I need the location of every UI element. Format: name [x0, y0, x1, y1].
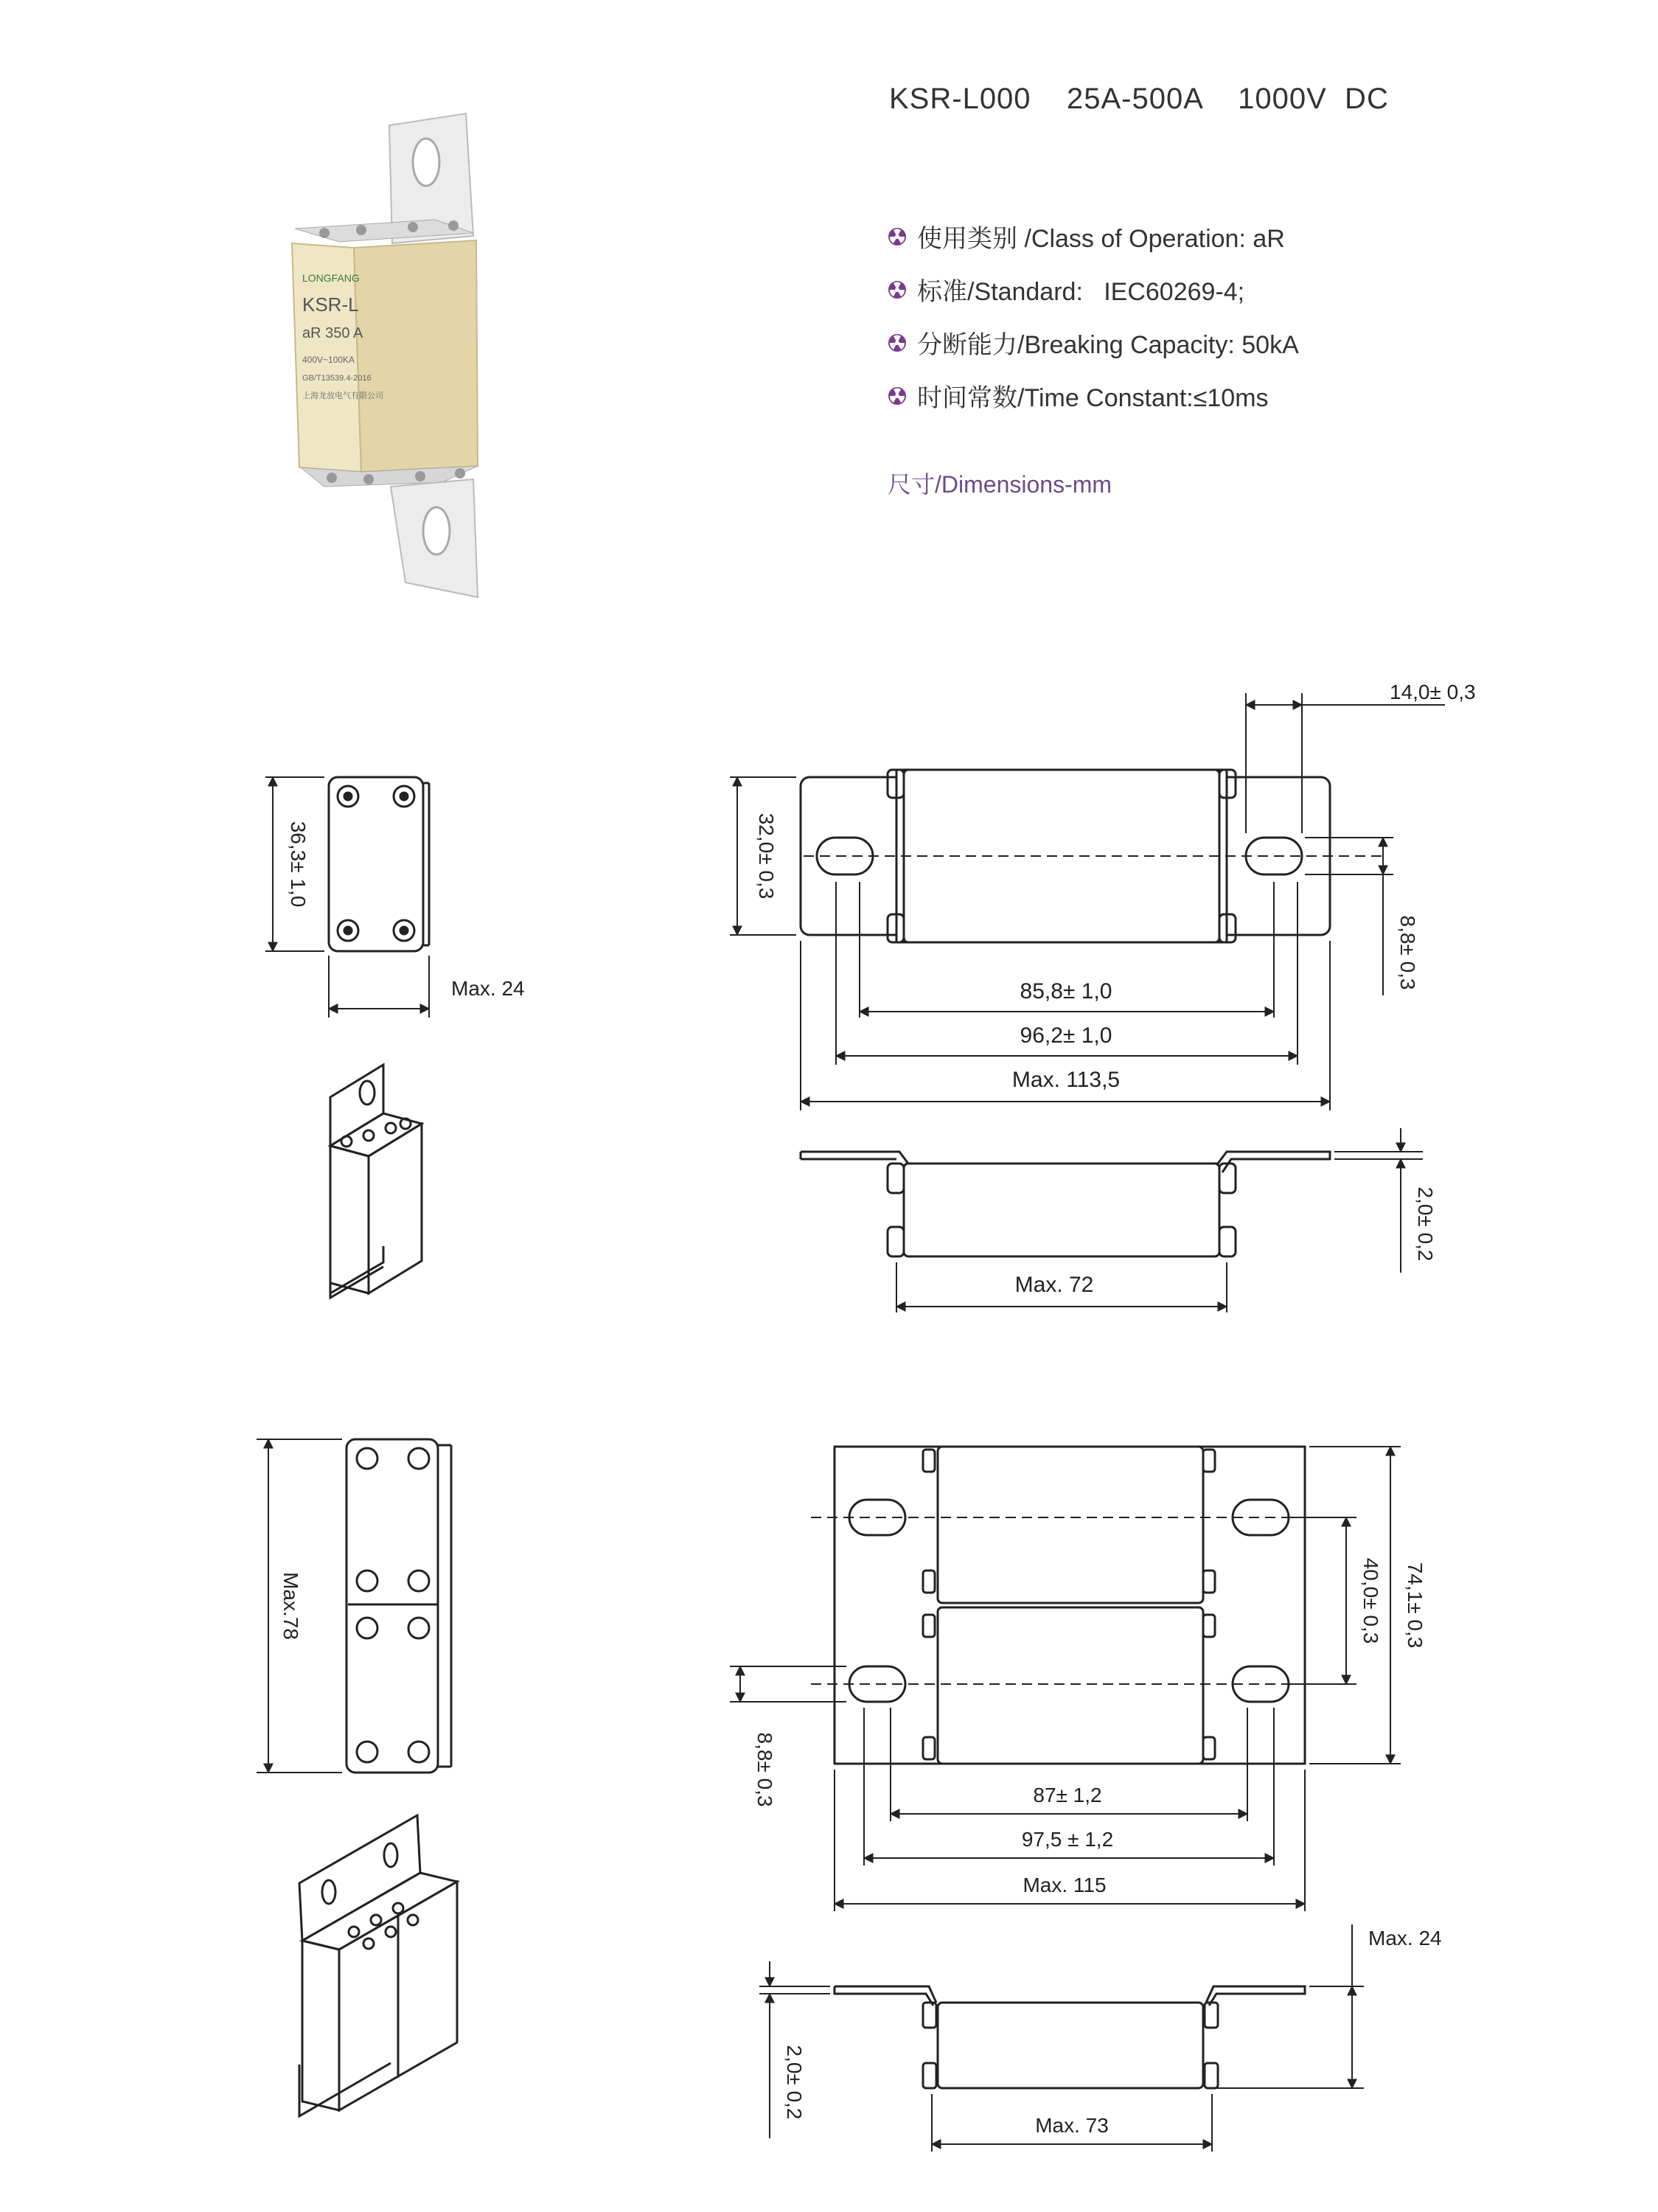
dim-single-total-length: Max. 113,5: [1011, 1068, 1121, 1092]
label-brand: LONGFANG: [302, 272, 360, 284]
spec-text: 分断能力/Breaking Capacity: 50kA: [917, 331, 1299, 359]
dim-single-top-offset: 14,0± 0,3: [1390, 681, 1476, 703]
label-voltage: 400V~100KA: [302, 355, 355, 365]
dim-double-side-height: Max.78: [279, 1572, 302, 1640]
dim-single-hole-pitch-inner: 85,8± 1,0: [1020, 979, 1112, 1004]
single-isometric-view: [330, 1065, 422, 1298]
dim-single-side-height: 36,3± 1,0: [287, 821, 310, 908]
dim-single-slot-width: 8,8± 0,3: [1396, 915, 1419, 990]
dim-double-hole-spacing: 40,0± 0,3: [1359, 1557, 1382, 1644]
dim-single-plate-height: 32,0± 0,3: [755, 813, 778, 900]
dim-double-total-height: 74,1± 0,3: [1404, 1562, 1427, 1649]
label-maker: 上海龙放电气有限公司: [302, 392, 383, 400]
spec-text: 时间常数/Time Constant:≤10ms: [917, 384, 1269, 412]
dimensions-label: 尺寸/Dimensions-mm: [888, 471, 1112, 498]
product-title: KSR-L000 25A-500A 1000V DC: [889, 83, 1389, 115]
dim-double-hole-pitch-outer: 97,5 ± 1,2: [1021, 1828, 1114, 1851]
dim-double-slot-width: 8,8± 0,3: [753, 1732, 776, 1807]
single-side-view: [801, 1128, 1423, 1312]
dim-double-total-length: Max. 115: [1023, 1874, 1107, 1896]
spec-text: 使用类别 /Class of Operation: aR: [917, 225, 1285, 253]
dim-single-hole-pitch-outer: 96,2± 1,0: [1020, 1023, 1112, 1048]
dim-single-side-width: Max. 24: [451, 977, 525, 1000]
label-rating: aR 350 A: [302, 325, 363, 341]
label-standard: GB/T13539.4-2016: [302, 374, 372, 383]
dim-double-hole-pitch-inner: 87± 1,2: [1033, 1784, 1102, 1806]
single-top-view: [730, 693, 1445, 1110]
dim-double-thickness: 2,0± 0,2: [783, 2045, 806, 2120]
dim-double-body-length: Max. 73: [1035, 2114, 1109, 2137]
label-model: KSR-L: [302, 293, 359, 316]
dim-double-side-width: Max. 24: [1368, 1927, 1442, 1950]
spec-text: 标准/Standard: IEC60269-4;: [917, 278, 1245, 306]
double-isometric-view: [299, 1815, 457, 2116]
dim-single-thickness: 2,0± 0,2: [1414, 1186, 1437, 1262]
dim-single-body-length: Max. 72: [1014, 1273, 1094, 1297]
